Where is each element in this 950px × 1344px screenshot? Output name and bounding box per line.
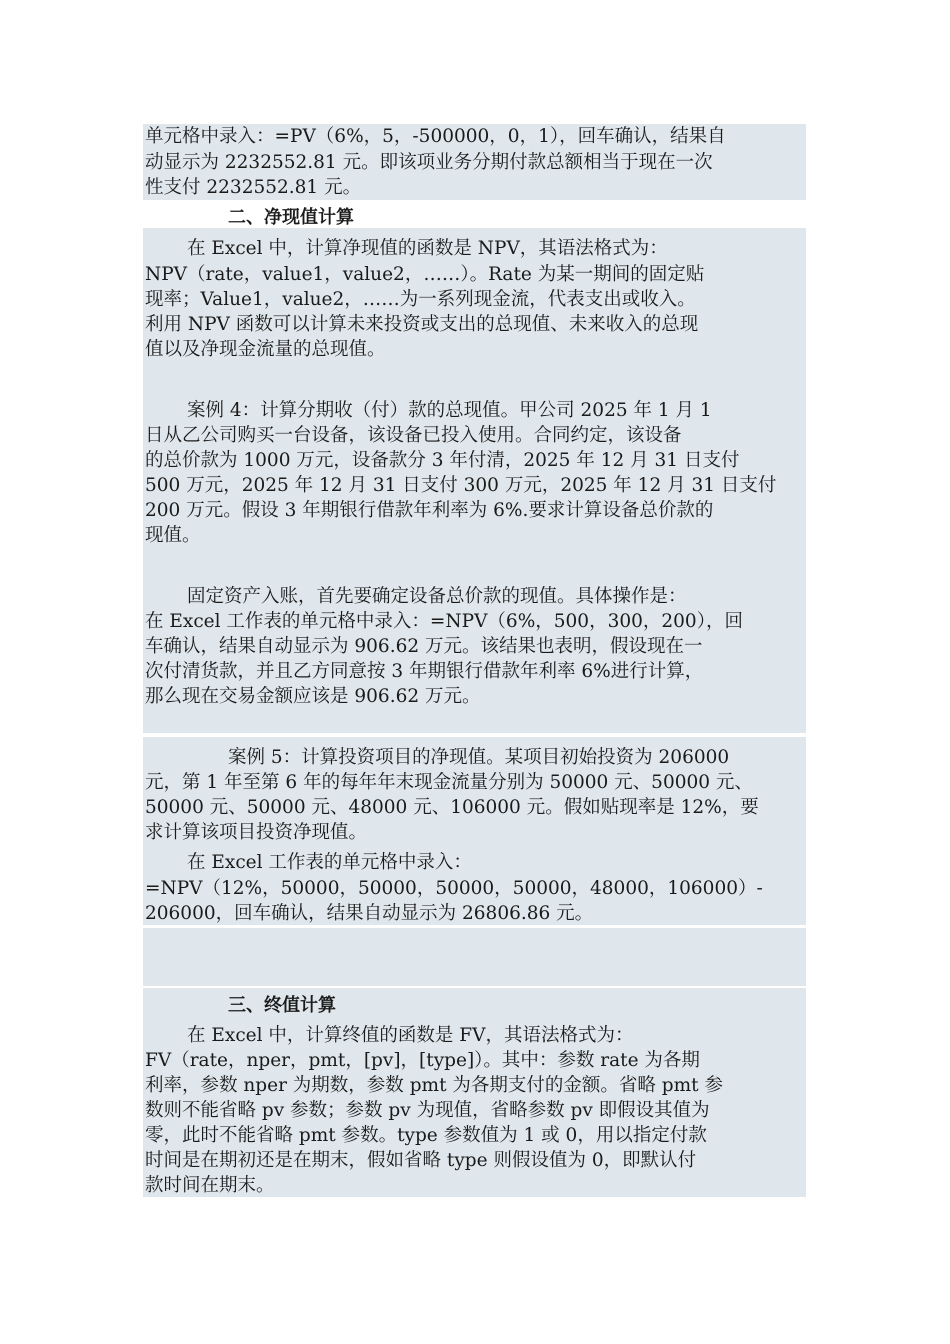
pv-result-line: 动显示为 2232552.81 元。即该项业务分期付款总额相当于现在一次 xyxy=(145,152,713,173)
case4-line: 500 万元，2025 年 12 月 31 日支付 300 万元，2025 年 12 月 31 日支付 xyxy=(145,475,777,496)
npv-intro-line: 值以及净现金流量的总现值。 xyxy=(145,339,386,360)
fv-intro-line: 在 Excel 中，计算终值的函数是 FV，其语法格式为： xyxy=(187,1025,634,1046)
case4-line: 现值。 xyxy=(145,525,201,546)
fv-intro-line: FV（rate，nper，pmt，[pv]，[type]）。其中：参数 rate 为各期 xyxy=(145,1050,700,1071)
case4-line: 日从乙公司购买一台设备，该设备已投入使用。合同约定，该设备 xyxy=(145,425,682,446)
npv-intro-line: 在 Excel 中，计算净现值的函数是 NPV，其语法格式为： xyxy=(187,238,668,259)
pv-result-line: 性支付 2232552.81 元。 xyxy=(145,177,362,198)
pv-result-line: 单元格中录入：=PV（6%，5，-500000，0，1），回车确认，结果自 xyxy=(145,126,726,147)
case5-line: 在 Excel 工作表的单元格中录入： xyxy=(187,852,472,873)
fv-intro-line: 数则不能省略 pv 参数；参数 pv 为现值，省略参数 pv 即假设其值为 xyxy=(145,1100,710,1121)
shaded-block-spacer xyxy=(143,928,806,986)
case5-line: 元，第 1 年至第 6 年的每年年末现金流量分别为 50000 元、50000 元、 xyxy=(145,772,753,793)
case4-solution-line: 车确认，结果自动显示为 906.62 万元。该结果也表明，假设现在一 xyxy=(145,636,703,657)
case5-formula-line: 206000，回车确认，结果自动显示为 26806.86 元。 xyxy=(145,903,594,924)
fv-intro-line: 时间是在期初还是在期末，假如省略 type 则假设值为 0，即默认付 xyxy=(145,1150,697,1171)
case5-line: 50000 元、50000 元、48000 元、106000 元。假如贴现率是 12%，要 xyxy=(145,797,759,818)
npv-intro-line: 利用 NPV 函数可以计算未来投资或支出的总现值、未来收入的总现 xyxy=(145,314,699,335)
case4-solution-line: 在 Excel 工作表的单元格中录入：=NPV（6%，500，300，200），回 xyxy=(145,611,743,632)
case5-line: 求计算该项目投资净现值。 xyxy=(145,822,368,843)
fv-intro-line: 零，此时不能省略 pmt 参数。type 参数值为 1 或 0，用以指定付款 xyxy=(145,1125,707,1146)
case4-solution-line: 那么现在交易金额应该是 906.62 万元。 xyxy=(145,686,481,707)
npv-intro-line: 现率；Value1，value2，……为一系列现金流，代表支出或收入。 xyxy=(145,289,696,310)
case4-line: 的总价款为 1000 万元，设备款分 3 年付清，2025 年 12 月 31 日支付 xyxy=(145,450,740,471)
case4-line: 案例 4：计算分期收（付）款的总现值。甲公司 2025 年 1 月 1 xyxy=(187,400,712,421)
fv-intro-line: 利率，参数 nper 为期数，参数 pmt 为各期支付的金额。省略 pmt 参 xyxy=(145,1075,723,1096)
npv-intro-line: NPV（rate，value1，value2，……）。Rate 为某一期间的固定贴 xyxy=(145,264,705,285)
case5-formula-line: =NPV（12%，50000，50000，50000，50000，48000，106000）- xyxy=(145,878,763,899)
section-heading-fv: 三、终值计算 xyxy=(228,995,336,1016)
case4-solution-line: 固定资产入账，首先要确定设备总价款的现值。具体操作是： xyxy=(187,586,687,607)
fv-intro-line: 款时间在期末。 xyxy=(145,1175,275,1196)
case4-line: 200 万元。假设 3 年期银行借款年利率为 6%.要求计算设备总价款的 xyxy=(145,500,714,521)
case4-solution-line: 次付清货款，并且乙方同意按 3 年期银行借款年利率 6%进行计算， xyxy=(145,661,704,682)
case5-line: 案例 5：计算投资项目的净现值。某项目初始投资为 206000 xyxy=(228,747,730,768)
section-heading-npv: 二、净现值计算 xyxy=(228,207,354,228)
